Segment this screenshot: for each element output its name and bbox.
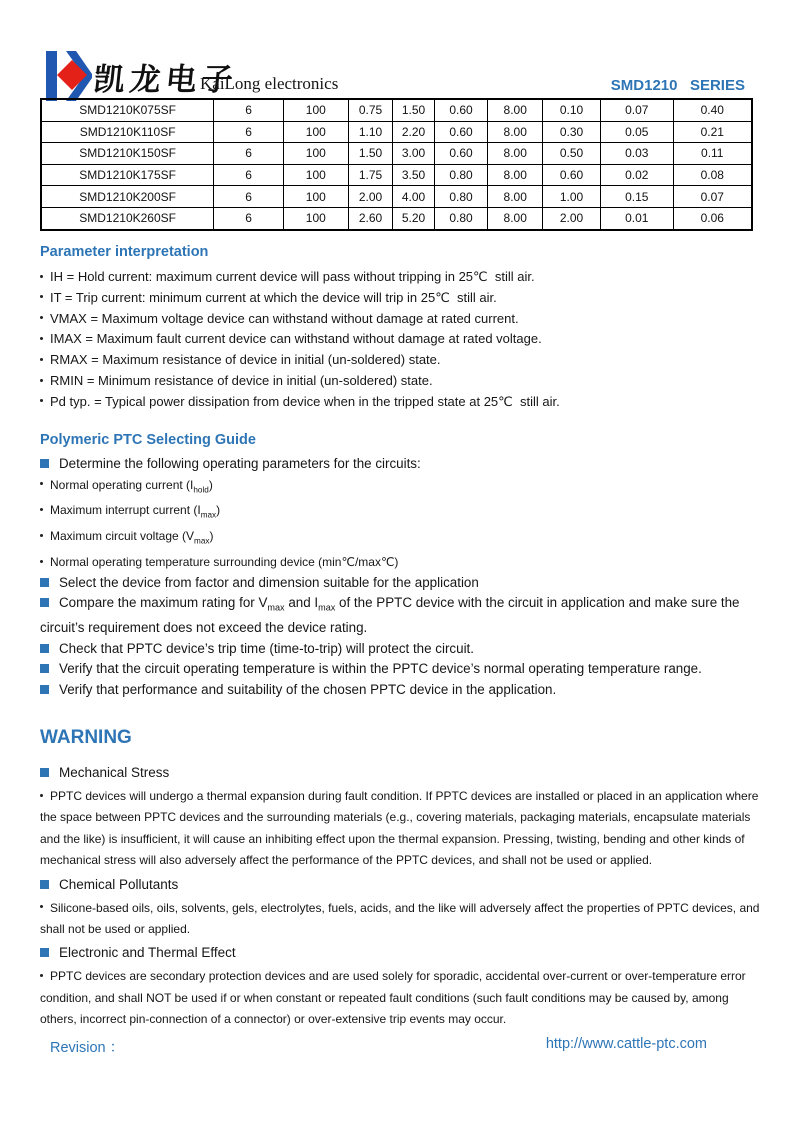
spec-cell: 3.00 (393, 143, 434, 165)
spec-cell: 100 (283, 99, 348, 121)
dot-bullet-icon (40, 560, 43, 563)
parameter-bullet-text: RMAX = Maximum resistance of device in initial (un-soldered) state. (50, 352, 441, 368)
spec-cell: 0.60 (434, 99, 488, 121)
guide-item-text: Compare the maximum rating for $V_{max}$ and $I_{max}$ of the PPTC device with the circuit in application and make sure the circuit’s requirement does not exceed the device rating. (40, 595, 744, 636)
spec-cell: 6 (214, 164, 284, 186)
spec-cell: 0.30 (543, 121, 601, 143)
spec-cell: 0.40 (673, 99, 752, 121)
spec-cell: 0.06 (673, 207, 752, 229)
dot-bullet-icon (40, 316, 43, 319)
warning-item (40, 966, 761, 1030)
warning-title: WARNING (40, 727, 132, 748)
parameter-bullet-text: Pd typ. = Typical power dissipation from device when in the tripped state at 25℃ still air. (50, 393, 560, 409)
spec-cell: 8.00 (488, 186, 543, 208)
logo-english-text: KaiLong electronics (200, 74, 339, 93)
guide-item (40, 526, 777, 552)
square-bullet-icon (40, 880, 49, 889)
spec-cell: 5.20 (393, 207, 434, 229)
part-number-cell: SMD1210K075SF (41, 99, 214, 121)
part-number-cell: SMD1210K110SF (41, 121, 214, 143)
square-bullet-icon (40, 685, 49, 694)
guide-item-text: Check that PPTC device’s trip time (time-to-trip) will protect the circuit. (59, 640, 474, 656)
warning-item-text: PPTC devices are secondary protection devices and are used solely for sporadic, accidental over-current or over-temperature error condition, and shall NOT be used if or when constant or repeated fault conditions (such fault conditions may be caused by, among others, incorrect pin-connection of a connector) or over-extensive trip events may occur. (40, 969, 750, 1027)
dot-bullet-icon (40, 974, 43, 977)
kailong-logo-icon (44, 51, 94, 101)
guide-item-text: Maximum interrupt current $(I_{max})$ (50, 503, 221, 520)
square-bullet-icon (40, 644, 49, 653)
spec-cell: 8.00 (488, 164, 543, 186)
warning-item (40, 898, 761, 941)
spec-cell: 100 (283, 121, 348, 143)
square-bullet-icon (40, 664, 49, 673)
spec-cell: 6 (214, 143, 284, 165)
spec-cell: 6 (214, 186, 284, 208)
guide-item (40, 454, 777, 475)
spec-cell: 0.50 (543, 143, 601, 165)
spec-cell: 6 (214, 121, 284, 143)
spec-cell: 6 (214, 99, 284, 121)
dot-bullet-icon (40, 482, 43, 485)
spec-cell: 0.60 (434, 121, 488, 143)
part-number-cell: SMD1210K150SF (41, 143, 214, 165)
guide-item (40, 593, 777, 639)
parameter-bullet-text: VMAX = Maximum voltage device can withstand without damage at rated current. (50, 310, 519, 326)
parameter-bullet-text: IT = Trip current: minimum current at which the device will trip in 25℃ still air. (50, 289, 497, 305)
square-bullet-icon (40, 598, 49, 607)
spec-cell: 100 (283, 207, 348, 229)
spec-cell: 0.01 (601, 207, 674, 229)
dot-bullet-icon (40, 794, 43, 797)
part-number-cell: SMD1210K200SF (41, 186, 214, 208)
warning-item-list (40, 762, 761, 1031)
spec-cell: 0.80 (434, 186, 488, 208)
warning-item-text: PPTC devices will undergo a thermal expansion during fault condition. If PPTC devices are installed or placed in an application where the space between PPTC devices and the surrounding materials (e.g., covering materials, packaging materials, encapsulate materials and the like) is insufficient, it will cause an inhibiting effect upon the thermal expansion. Pressing, twisting, bending and other kinds of mechanical stress will also adversely affect the performance of the PPTC devices, and shall not be used or applied. (40, 789, 762, 868)
guide-item (40, 639, 777, 660)
parameter-bullet (40, 267, 760, 288)
guide-item (40, 659, 777, 680)
parameter-bullet-text: IMAX = Maximum fault current device can withstand without damage at rated voltage. (50, 331, 542, 347)
section-title: Polymeric PTC Selecting Guide (40, 432, 256, 448)
guide-item (40, 573, 777, 594)
spec-cell: 0.10 (543, 99, 601, 121)
guide-item-list (40, 454, 777, 700)
parameter-bullet (40, 288, 760, 309)
dot-bullet-icon (40, 358, 43, 361)
guide-item-text: Determine the following operating parameters for the circuits: (59, 456, 421, 471)
selecting-guide-section (40, 432, 777, 700)
spec-cell: 8.00 (488, 207, 543, 229)
warning-item (40, 874, 761, 896)
spec-cell: 6 (214, 207, 284, 229)
parameter-bullet (40, 371, 760, 392)
guide-item-text: Verify that the circuit operating temperature is within the PPTC device’s normal operating temperature range. (59, 661, 702, 677)
section-title: Parameter interpretation (40, 244, 209, 260)
spec-cell: 3.50 (393, 164, 434, 186)
spec-cell: 2.00 (543, 207, 601, 229)
table-row (41, 99, 752, 121)
spec-cell: 0.11 (673, 143, 752, 165)
spec-cell: 0.15 (601, 186, 674, 208)
dot-bullet-icon (40, 275, 43, 278)
spec-cell: 100 (283, 143, 348, 165)
spec-cell: 0.75 (348, 99, 393, 121)
part-number-cell: SMD1210K175SF (41, 164, 214, 186)
parameter-bullet (40, 392, 760, 413)
guide-item (40, 680, 777, 701)
table-row (41, 207, 752, 229)
spec-cell: 0.07 (673, 186, 752, 208)
square-bullet-icon (40, 459, 49, 468)
guide-item (40, 500, 777, 526)
spec-cell: 1.50 (348, 143, 393, 165)
website-link[interactable]: http://www.cattle-ptc.com (545, 1036, 707, 1052)
dot-bullet-icon (40, 905, 43, 908)
spec-cell: 0.05 (601, 121, 674, 143)
spec-cell: 0.60 (434, 143, 488, 165)
spec-cell: 1.00 (543, 186, 601, 208)
warning-item (40, 942, 761, 964)
dot-bullet-icon (40, 399, 43, 402)
parameter-interpretation-section (40, 244, 760, 413)
spec-cell: 0.02 (601, 164, 674, 186)
warning-item-text: Silicone-based oils, oils, solvents, gels, electrolytes, fuels, acids, and the like will adversely affect the properties of PPTC devices, and shall not be used or applied. (40, 900, 763, 937)
spec-cell: 0.60 (543, 164, 601, 186)
table-row (41, 186, 752, 208)
spec-cell: 0.07 (601, 99, 674, 121)
warning-item (40, 762, 761, 784)
parameter-bullet-text: IH = Hold current: maximum current device will pass without tripping in 25℃ still air. (50, 269, 535, 284)
spec-table-body (41, 99, 752, 230)
dot-bullet-icon (40, 508, 43, 511)
part-number-cell: SMD1210K260SF (41, 207, 214, 229)
dot-bullet-icon (40, 379, 43, 382)
series-title: SMD1210 SERIES (610, 77, 745, 94)
spec-cell: 8.00 (488, 143, 543, 165)
warning-section (40, 727, 761, 1031)
logo-chinese-text: 凯龙电子 (91, 62, 240, 97)
guide-item-text: Normal operating current $(I_{hold})$ (50, 477, 213, 494)
spec-cell: 0.21 (673, 121, 752, 143)
warning-item (40, 786, 761, 872)
guide-item-text: Select the device from factor and dimension suitable for the application (59, 574, 479, 590)
spec-cell: 8.00 (488, 99, 543, 121)
warning-item-text: Mechanical Stress (59, 765, 170, 780)
guide-item (40, 475, 777, 501)
spec-cell: 0.80 (434, 164, 488, 186)
table-row (41, 164, 752, 186)
spec-cell: 2.60 (348, 207, 393, 229)
spec-cell: 100 (283, 186, 348, 208)
spec-cell: 8.00 (488, 121, 543, 143)
parameter-bullet (40, 329, 760, 350)
warning-item-text: Electronic and Thermal Effect (59, 945, 236, 961)
guide-item-text: Maximum circuit voltage $(V_{max})$ (50, 529, 214, 546)
square-bullet-icon (40, 768, 49, 777)
revision-label: Revision ： (50, 1040, 125, 1056)
parameter-bullet (40, 309, 760, 330)
spec-cell: 2.20 (393, 121, 434, 143)
parameter-bullet-list (40, 267, 760, 413)
dot-bullet-icon (40, 534, 43, 537)
guide-item-text: Verify that performance and suitability of the chosen PPTC device in the application. (59, 681, 557, 697)
spec-cell: 0.03 (601, 143, 674, 165)
spec-cell: 1.10 (348, 121, 393, 143)
spec-cell: 0.08 (673, 164, 752, 186)
guide-item-text: Normal operating temperature surrounding device (min℃/max℃) (50, 555, 399, 570)
dot-bullet-icon (40, 295, 43, 298)
table-row (41, 121, 752, 143)
spec-table (40, 98, 753, 231)
dot-bullet-icon (40, 337, 43, 340)
spec-cell: 4.00 (393, 186, 434, 208)
square-bullet-icon (40, 578, 49, 587)
parameter-bullet (40, 350, 760, 371)
spec-cell: 1.50 (393, 99, 434, 121)
spec-cell: 2.00 (348, 186, 393, 208)
square-bullet-icon (40, 948, 49, 957)
parameter-bullet-text: RMIN = Minimum resistance of device in initial (un-soldered) state. (50, 372, 433, 388)
table-row (41, 143, 752, 165)
spec-cell: 1.75 (348, 164, 393, 186)
warning-item-text: Chemical Pollutants (59, 876, 179, 892)
spec-cell: 100 (283, 164, 348, 186)
guide-item (40, 552, 777, 573)
spec-cell: 0.80 (434, 207, 488, 229)
